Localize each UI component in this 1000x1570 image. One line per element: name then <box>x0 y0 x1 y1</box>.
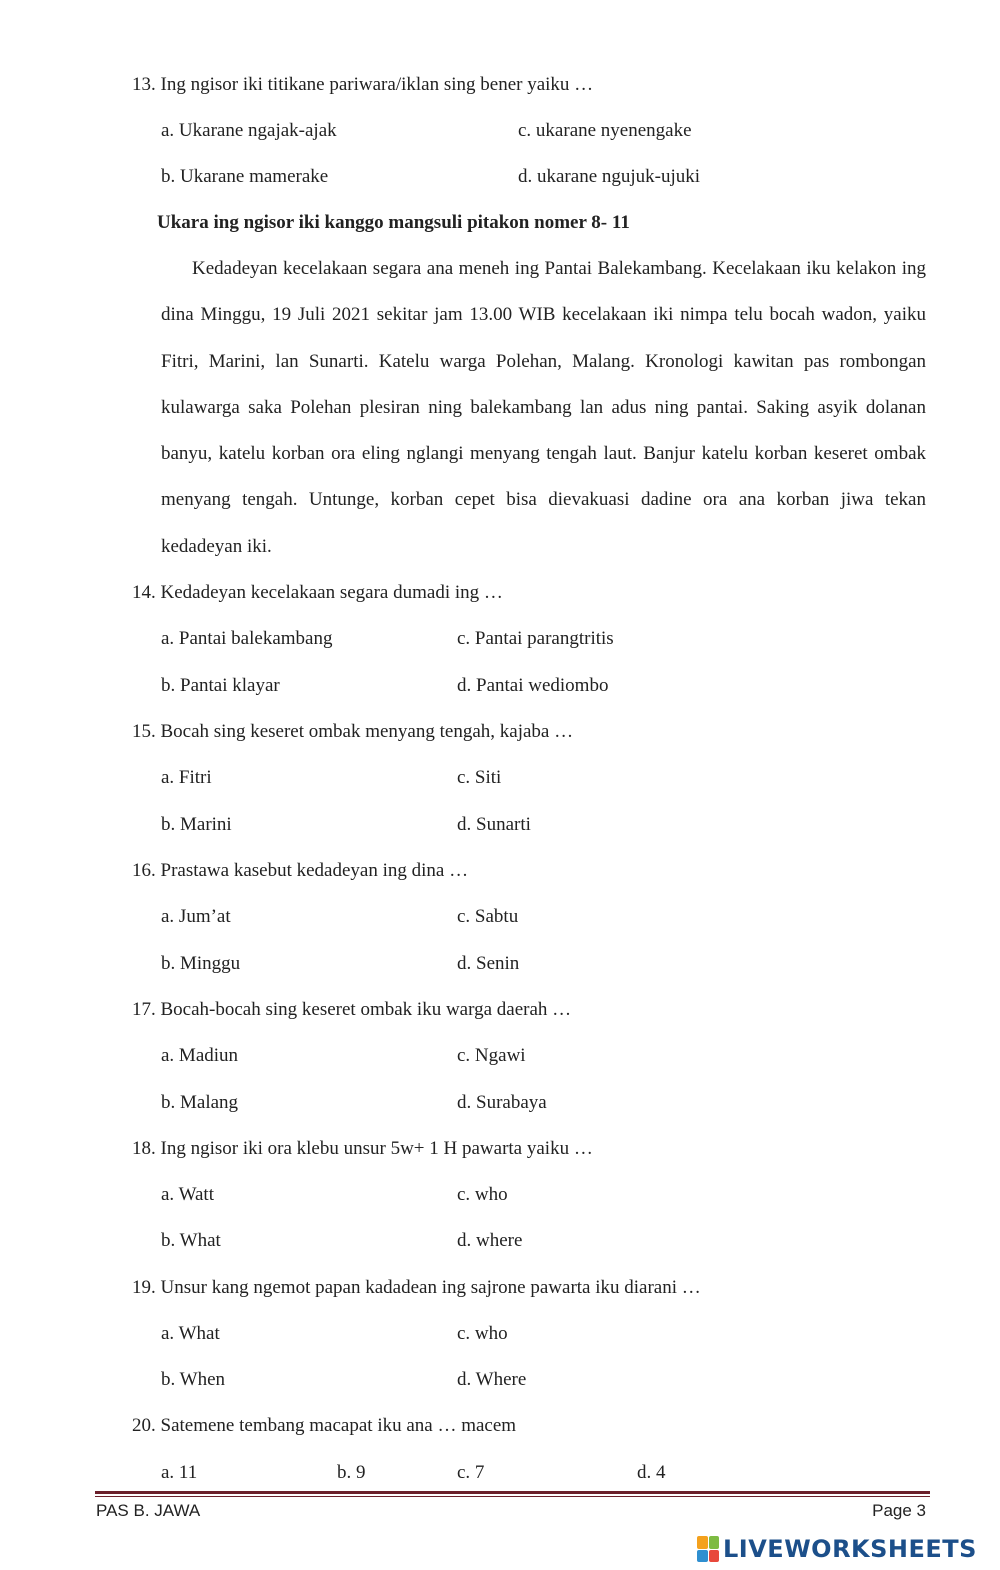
q18-option-a: a. Watt <box>161 1184 214 1205</box>
q15-option-d: d. Sunarti <box>457 814 531 835</box>
liveworksheets-wordmark: LIVEWORKSHEETS <box>723 1535 977 1563</box>
q20-option-a: a. 11 <box>161 1462 198 1483</box>
passage-heading: Ukara ing ngisor iki kanggo mangsuli pitakon nomer 8- 11 <box>157 212 630 233</box>
q20-option-b: b. 9 <box>337 1462 366 1483</box>
q17-option-a: a. Madiun <box>161 1045 239 1066</box>
liveworksheets-logo <box>697 1532 977 1566</box>
q13-option-a: a. Ukarane ngajak-ajak <box>161 120 337 141</box>
q16-option-c: c. Sabtu <box>457 906 519 927</box>
liveworksheets-grid-icon <box>697 1536 719 1562</box>
q18-option-c: c. who <box>457 1184 508 1205</box>
question-18: 18. Ing ngisor iki ora klebu unsur 5w+ 1 H pawarta yaiku … <box>132 1138 593 1159</box>
question-15: 15. Bocah sing keseret ombak menyang tengah, kajaba … <box>132 721 574 742</box>
passage-text: Kedadeyan kecelakaan segara ana meneh ing Pantai Balekambang. Kecelakaan iku kelakon ing dina Minggu, 19 Juli 2021 sekitar jam 13.00 WIB kecelakaan iki nimpa telu bocah wadon, yaiku Fitri, Marini, lan Sunarti. Katelu warga Polehan, Malang. Kronologi kawitan pas rombongan kulawarga saka Polehan plesiran ning balekambang lan adus ning pantai. Saking asyik dolanan banyu, katelu korban ora eling nglangi menyang tengah laut. Banjur katelu korban keseret ombak menyang tengah. Untunge, korban cepet bisa dievakuasi dadine ora ana korban jiwa tekan kedadeyan iki. <box>161 258 926 557</box>
q14-option-a: a. Pantai balekambang <box>161 628 333 649</box>
q17-option-d: d. Surabaya <box>457 1092 547 1113</box>
q20-option-d: d. 4 <box>637 1462 666 1483</box>
q20-option-c: c. 7 <box>457 1462 485 1483</box>
q18-option-b: b. What <box>161 1230 221 1251</box>
q19-option-d: d. Where <box>457 1369 527 1390</box>
q14-option-b: b. Pantai klayar <box>161 675 280 696</box>
q19-option-c: c. who <box>457 1323 508 1344</box>
question-14: 14. Kedadeyan kecelakaan segara dumadi ing … <box>132 582 503 603</box>
logo-square-1 <box>697 1536 708 1549</box>
question-16: 16. Prastawa kasebut kedadeyan ing dina … <box>132 860 469 881</box>
q19-option-b: b. When <box>161 1369 226 1390</box>
question-17: 17. Bocah-bocah sing keseret ombak iku warga daerah … <box>132 999 572 1020</box>
q14-option-c: c. Pantai parangtritis <box>457 628 614 649</box>
q19-option-a: a. What <box>161 1323 220 1344</box>
q13-option-c: c. ukarane nyenengake <box>518 120 692 141</box>
q17-option-c: c. Ngawi <box>457 1045 526 1066</box>
footer-page-number: Page 3 <box>872 1501 926 1520</box>
q16-option-d: d. Senin <box>457 953 520 974</box>
q16-option-a: a. Jum’at <box>161 906 231 927</box>
question-13: 13. Ing ngisor iki titikane pariwara/iklan sing bener yaiku … <box>132 74 594 95</box>
q17-option-b: b. Malang <box>161 1092 239 1113</box>
q15-option-b: b. Marini <box>161 814 232 835</box>
q15-option-c: c. Siti <box>457 767 502 788</box>
question-19: 19. Unsur kang ngemot papan kadadean ing sajrone pawarta iku diarani … <box>132 1277 701 1298</box>
q13-option-b: b. Ukarane mamerake <box>161 166 329 187</box>
q18-option-d: d. where <box>457 1230 523 1251</box>
q15-option-a: a. Fitri <box>161 767 212 788</box>
q16-option-b: b. Minggu <box>161 953 241 974</box>
logo-square-3 <box>697 1550 708 1563</box>
footer-rule-thick <box>95 1491 930 1494</box>
logo-square-2 <box>709 1536 720 1549</box>
q14-option-d: d. Pantai wediombo <box>457 675 609 696</box>
footer-subject: PAS B. JAWA <box>96 1501 201 1520</box>
logo-square-4 <box>709 1550 720 1563</box>
q13-option-d: d. ukarane ngujuk-ujuki <box>518 166 701 187</box>
question-20: 20. Satemene tembang macapat iku ana … macem <box>132 1415 517 1436</box>
footer-rule-thin <box>95 1496 930 1497</box>
